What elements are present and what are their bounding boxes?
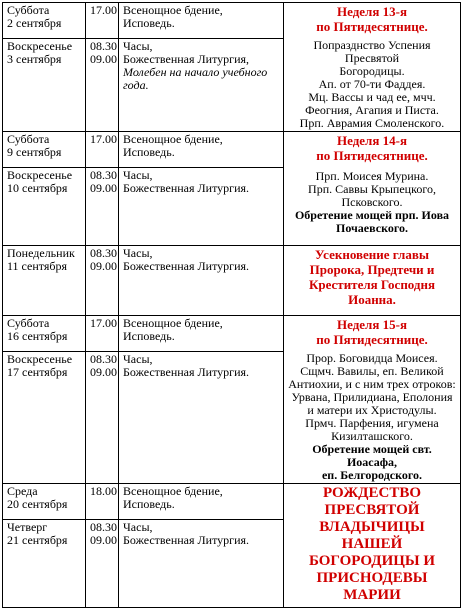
day-cell [3, 168, 86, 246]
schedule-table [2, 2, 461, 608]
feast-title: по Пятидесятнице. [316, 19, 428, 34]
feast-title: ПРЕСВЯТОЙ [324, 502, 420, 518]
feast-text: Попразднство Успения Пресвятой [313, 38, 431, 65]
service-line: Божественная Литургия. [123, 365, 250, 380]
feast-cell [284, 484, 461, 608]
schedule-row [3, 316, 461, 352]
feast-text: Мц. Вассы и чад ее, мчч. [308, 90, 436, 104]
service-time: 09.00 [90, 181, 117, 195]
service-line: Часы, [123, 352, 153, 367]
day-cell [3, 132, 86, 168]
day-name: Воскресенье [7, 39, 73, 54]
time-cell [86, 132, 119, 168]
day-cell [3, 316, 86, 352]
day-date: 11 сентября [7, 259, 68, 273]
time-cell [86, 246, 119, 316]
service-line: Божественная Литургия. [123, 259, 250, 273]
day-name: Среда [7, 484, 38, 498]
service-time: 08.30 [90, 246, 117, 260]
feast-title: Усекновение главы [315, 247, 429, 262]
day-date: 20 сентября [7, 497, 68, 511]
day-name: Воскресенье [7, 168, 73, 182]
feast-title: РОЖДЕСТВО [322, 485, 422, 501]
feast-title: ВЛАДЫЧИЦЫ НАШЕЙ [319, 519, 425, 552]
service-line: Часы, [123, 168, 153, 182]
service-cell [119, 132, 284, 168]
service-line: Часы, [123, 39, 153, 54]
service-line: Исповедь. [123, 497, 175, 511]
day-cell [3, 3, 86, 39]
day-cell [3, 39, 86, 132]
service-cell [119, 352, 284, 484]
feast-text-bold: Обретение мощей свт. Иоасафа, [312, 442, 432, 469]
feast-text: Феогния, Агапия и Писта. [305, 103, 439, 117]
feast-text: Прп. Саввы Крыпецкого, [308, 182, 436, 196]
feast-title: по Пятидесятнице. [316, 148, 428, 163]
day-name: Воскресенье [7, 352, 73, 367]
service-line: Божественная Литургия. [123, 181, 250, 195]
schedule-row [3, 3, 461, 39]
schedule-row [3, 246, 461, 316]
service-time: 09.00 [90, 52, 117, 67]
service-line: Всенощное бдение, [123, 316, 223, 330]
feast-text: Сщмч. Вавилы, еп. Великой [300, 364, 444, 378]
feast-text: Прп. Моисея Мурина. [315, 169, 429, 183]
feast-cell [284, 246, 461, 316]
service-time: 18.00 [90, 484, 117, 498]
schedule-row [3, 484, 461, 520]
service-time: 08.30 [90, 39, 117, 54]
time-cell [86, 3, 119, 39]
feast-text-bold: Обретение мощей прп. Иова [294, 208, 450, 222]
feast-text-bold: еп. Белгородского. [321, 468, 422, 482]
service-time: 08.30 [90, 520, 117, 534]
time-cell [86, 484, 119, 520]
day-cell [3, 246, 86, 316]
service-time: 08.30 [90, 352, 117, 367]
schedule-row [3, 132, 461, 168]
service-time: 09.00 [90, 365, 117, 380]
feast-text: Прп. Аврамия Смоленского. [299, 116, 445, 130]
service-line: Божественная Литургия. [123, 533, 250, 547]
service-line: Всенощное бдение, [123, 132, 223, 146]
service-time: 09.00 [90, 533, 117, 547]
service-line: Божественная Литургия, [123, 52, 250, 67]
service-time: 08.30 [90, 168, 117, 182]
day-date: 16 сентября [7, 329, 68, 343]
service-cell [119, 168, 284, 246]
day-name: Суббота [7, 3, 50, 17]
day-date: 21 сентября [7, 533, 68, 547]
feast-title: Крестителя Господня [308, 277, 436, 292]
feast-cell [284, 3, 461, 132]
service-cell [119, 520, 284, 608]
feast-title: Пророка, Предтечи и [309, 262, 435, 277]
time-cell [86, 352, 119, 484]
day-name: Суббота [7, 316, 50, 330]
time-cell [86, 39, 119, 132]
feast-cell [284, 132, 461, 246]
feast-title: БОГОРОДИЦЫ И [308, 553, 436, 569]
feast-text: Прор. Боговидца Моисея. [306, 351, 438, 365]
feast-text: Богородицы. [339, 64, 405, 78]
day-date: 9 сентября [7, 145, 62, 159]
feast-text: и матери их Христодулы. [307, 403, 437, 417]
day-name: Суббота [7, 132, 50, 146]
day-date: 2 сентября [7, 16, 62, 30]
service-line: Исповедь. [123, 145, 175, 159]
feast-title: по Пятидесятнице. [316, 332, 428, 347]
service-cell [119, 484, 284, 520]
service-cell [119, 39, 284, 132]
service-time: 17.00 [90, 316, 117, 330]
feast-title: Неделя 13-я [337, 4, 407, 19]
feast-cell [284, 316, 461, 484]
feast-text: Кизилташского. [331, 429, 413, 443]
time-cell [86, 520, 119, 608]
time-cell [86, 168, 119, 246]
feast-title: МАРИИ [343, 587, 401, 603]
service-line: Всенощное бдение, [123, 484, 223, 498]
feast-text: Антиохии, и с ним трех отроков: [288, 377, 456, 391]
feast-title: Неделя 15-я [337, 317, 407, 332]
service-cell [119, 3, 284, 39]
day-date: 10 сентября [7, 181, 68, 195]
feast-title: ПРИСНОДЕВЫ [316, 570, 428, 586]
day-date: 17 сентября [7, 365, 68, 380]
day-name: Понедельник [7, 246, 75, 260]
service-line: Всенощное бдение, [123, 3, 223, 17]
service-time: 17.00 [90, 132, 117, 146]
day-cell [3, 520, 86, 608]
feast-title: Иоанна. [348, 292, 396, 307]
feast-title: Неделя 14-я [337, 133, 407, 148]
service-cell [119, 316, 284, 352]
day-date: 3 сентября [7, 52, 62, 67]
service-time: 17.00 [90, 3, 117, 17]
day-cell [3, 484, 86, 520]
service-line: года. [123, 78, 149, 93]
service-line: Исповедь. [123, 16, 175, 30]
time-cell [86, 316, 119, 352]
feast-text: Ап. от 70-ти Фаддея. [318, 77, 426, 91]
service-cell [119, 246, 284, 316]
day-name: Четверг [7, 520, 48, 534]
feast-text-bold: Почаевского. [336, 221, 408, 235]
service-line: Часы, [123, 520, 153, 534]
feast-text: Псковского. [341, 195, 403, 209]
day-cell [3, 352, 86, 484]
feast-text: Урвана, Прилидиана, Еполония [291, 390, 453, 404]
service-time: 09.00 [90, 259, 117, 273]
service-line: Молебен на начало учебного [123, 65, 268, 80]
service-line: Исповедь. [123, 329, 175, 343]
feast-text: Прмч. Парфения, игумена [305, 416, 439, 430]
service-line: Часы, [123, 246, 153, 260]
